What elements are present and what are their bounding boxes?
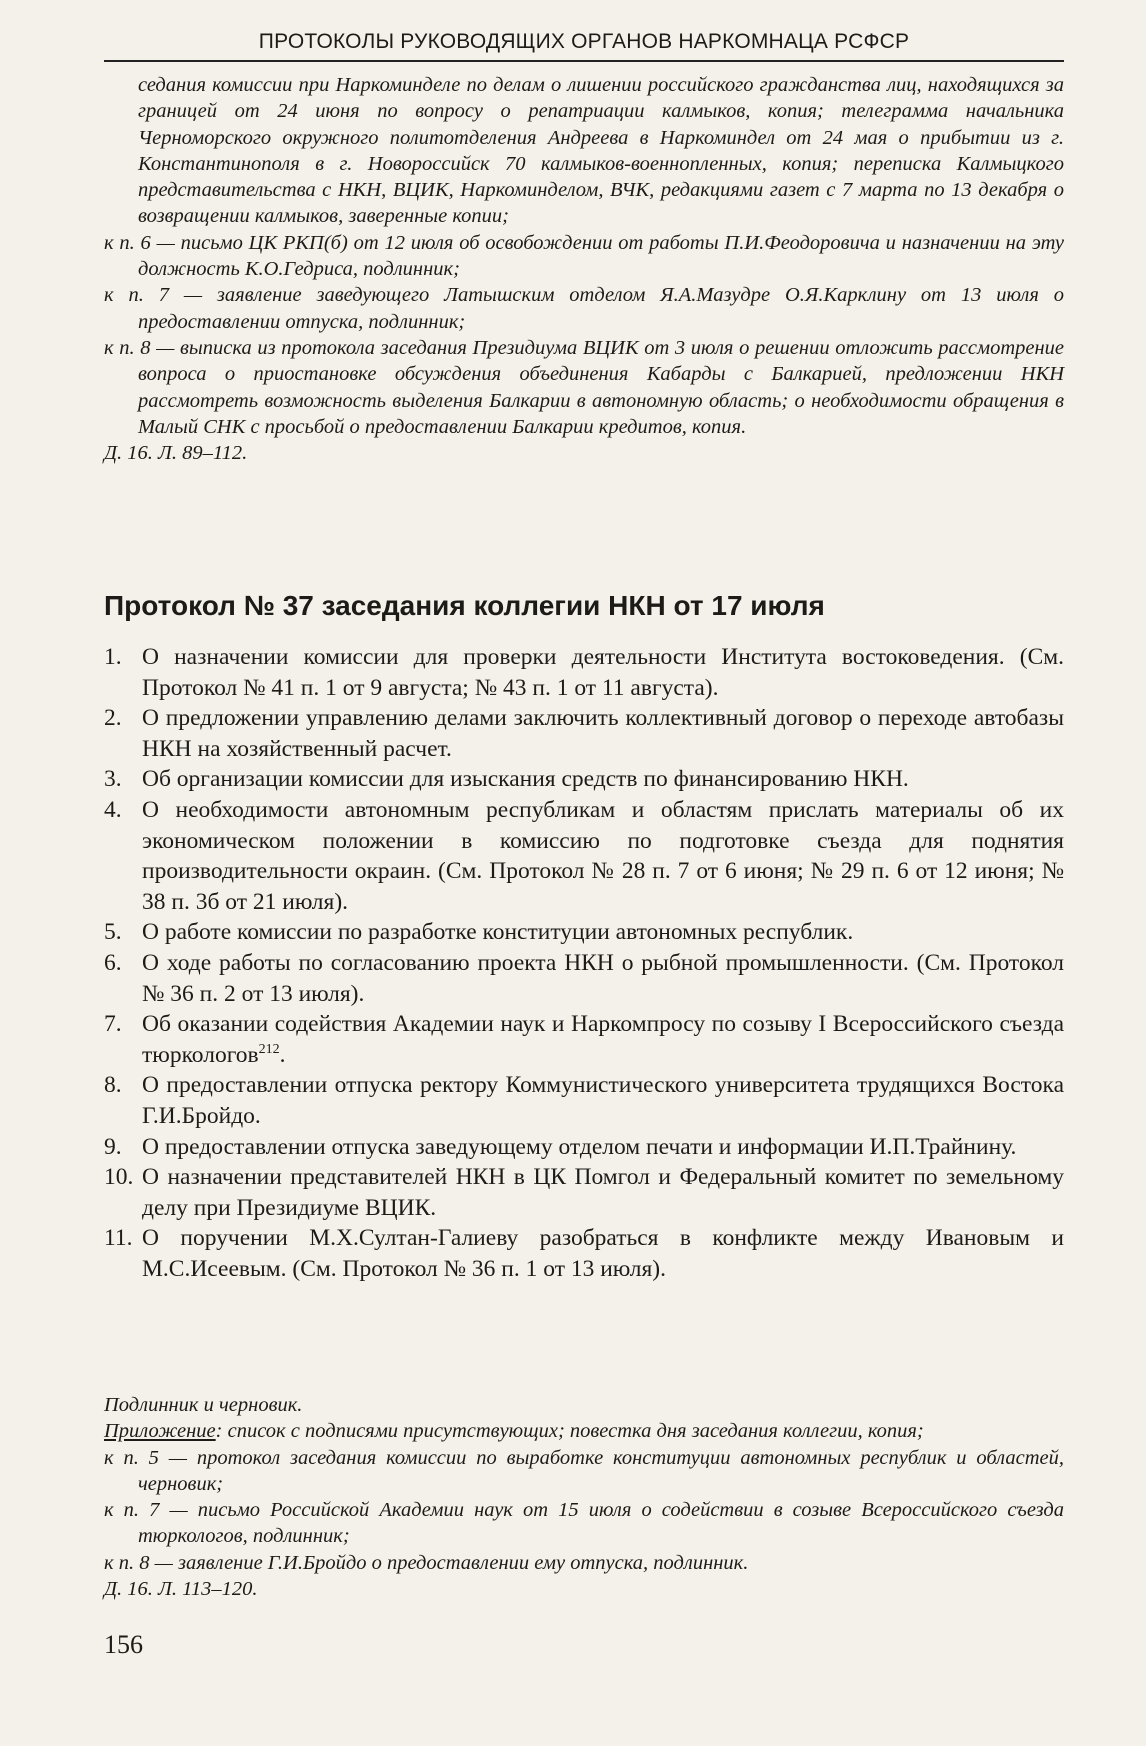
item-number: 3. — [104, 766, 122, 793]
item-number: 8. — [104, 1072, 122, 1099]
item-number: 7. — [104, 1011, 122, 1038]
bottom-archival-notes — [104, 1392, 1064, 1602]
note-item: к п. 7 — письмо Российской Академии наук от 15 июля о содействии в созыве Всероссийского съезда тюркологов, подлинник; — [104, 1499, 1064, 1548]
item-text-tail: . — [279, 1041, 286, 1068]
note-item: к п. 7 — заявление заведующего Латышским отделом Я.А.Мазудре О.Я.Карклину от 13 июля о предоставлении отпуска, подлинник; — [104, 284, 1064, 333]
originals-note: Подлинник и черновик. — [104, 1394, 303, 1416]
appendix-note — [104, 1418, 1064, 1444]
agenda-item — [104, 795, 1064, 917]
page-number: 156 — [104, 1630, 143, 1659]
item-text: О ходе работы по согласованию проекта НКН о рыбной промышленности. (См. Протокол № 36 п. 2 от 13 июля). — [142, 949, 1064, 1007]
item-number: 6. — [104, 949, 122, 976]
item-number: 4. — [104, 796, 122, 823]
note-item: к п. 8 — выписка из протокола заседания Президиума ВЦИК от 3 июля о решении отложить рассмотрение вопроса о приостановке обсуждения объединения Кабарды с Балкарией, предложении НКН рассмотреть возможность выделения Балкарии в автономную область; о необходимости обращения в Малый СНК с просьбой о предоставлении Балкарии кредитов, копия. — [104, 336, 1064, 438]
note-item: к п. 5 — протокол заседания комиссии по выработке конституции автономных республик и областей, черновик; — [104, 1446, 1064, 1495]
agenda-item — [104, 1162, 1064, 1223]
archive-reference: Д. 16. Л. 113–120. — [104, 1578, 258, 1601]
agenda-list — [104, 642, 1064, 1284]
item-number: 2. — [104, 705, 122, 732]
item-number: 9. — [104, 1133, 122, 1160]
archive-reference: Д. 16. Л. 89–112. — [104, 442, 248, 465]
agenda-item — [104, 703, 1064, 764]
note-item: к п. 6 — письмо ЦК РКП(б) от 12 июля об освобождении от работы П.И.Феодоровича и назначении на эту должность К.О.Гедриса, подлинник; — [104, 231, 1064, 281]
agenda-item — [104, 1132, 1064, 1163]
header-rule — [104, 60, 1064, 62]
appendix-label: Приложение — [104, 1420, 216, 1443]
item-text: Об оказании содействия Академии наук и Наркомпросу по созыву I Всероссийского съезда тюркологов — [142, 1011, 1064, 1068]
footnote-ref: 212 — [258, 1041, 280, 1057]
protocol-title: Протокол № 37 заседания коллегии НКН от 17 июля — [104, 590, 825, 621]
agenda-item — [104, 1070, 1064, 1131]
item-text: О предоставлении отпуска заведующему отделом печати и информации И.П.Трайнину. — [142, 1133, 1017, 1160]
item-number: 5. — [104, 919, 122, 946]
agenda-item — [104, 948, 1064, 1009]
agenda-item — [104, 1223, 1064, 1284]
note-continuation: седания комиссии при Наркоминделе по делам о лишении российского гражданства лиц, находящихся за границей от 24 июня по вопросу о репатриации калмыков, копия; телеграмма начальника Черноморского окружного политотделения Андреева в Наркоминдел от 24 мая о прибытии из г. Константинополя в г. Новороссийск 70 калмыков-военнопленных, копия; переписка Калмыцкого представительства с НКН, ВЦИК, Наркоминделом, ВЧК, редакциями газет с 7 марта по 13 декабря о возвращении калмыков, заверенные копии; — [138, 74, 1064, 228]
running-header: ПРОТОКОЛЫ РУКОВОДЯЩИХ ОРГАНОВ НАРКОМНАЦА РСФСР — [258, 30, 910, 53]
agenda-item — [104, 1009, 1064, 1070]
agenda-list-container — [104, 642, 1064, 1284]
item-text: О предложении управлению делами заключить коллективный договор о переходе автобазы НКН на хозяйственный расчет. — [142, 705, 1064, 762]
agenda-item — [104, 642, 1064, 703]
item-number: 10. — [104, 1164, 134, 1191]
agenda-item — [104, 917, 1064, 948]
note-item: к п. 8 — заявление Г.И.Бройдо о предоставлении ему отпуска, подлинник. — [104, 1551, 749, 1574]
item-text: Об организации комиссии для изыскания средств по финансированию НКН. — [142, 766, 909, 793]
item-number: 1. — [104, 644, 122, 670]
top-archival-notes — [104, 72, 1064, 466]
agenda-item — [104, 764, 1064, 795]
item-text: О предоставлении отпуска ректору Коммунистического университета трудящихся Востока Г.И.Бройдо. — [142, 1072, 1064, 1129]
item-text: О работе комиссии по разработке конституции автономных республик. — [142, 919, 854, 946]
item-number: 11. — [104, 1225, 133, 1252]
appendix-text: : список с подписями присутствующих; повестка дня заседания коллегии, копия; — [215, 1420, 924, 1443]
item-text: О поручении М.Х.Султан-Галиеву разобраться в конфликте между Ивановым и М.С.Исеевым. (См. Протокол № 36 п. 1 от 13 июля). — [142, 1225, 1064, 1282]
item-text: О назначении комиссии для проверки деятельности Института востоковедения. (См. Протокол № 41 п. 1 от 9 августа; № 43 п. 1 от 11 августа). — [142, 644, 1064, 701]
item-text: О необходимости автономным республикам и областям прислать материалы об их экономическом положении в комиссию по подготовке съезда для поднятия производительности окраин. (См. Протокол № 28 п. 7 от 6 июня; № 29 п. 6 от 12 июня; № 38 п. 3б от 21 июля). — [142, 796, 1064, 915]
item-text: О назначении представителей НКН в ЦК Помгол и Федеральный комитет по земельному делу при Президиуме ВЦИК. — [142, 1164, 1064, 1221]
